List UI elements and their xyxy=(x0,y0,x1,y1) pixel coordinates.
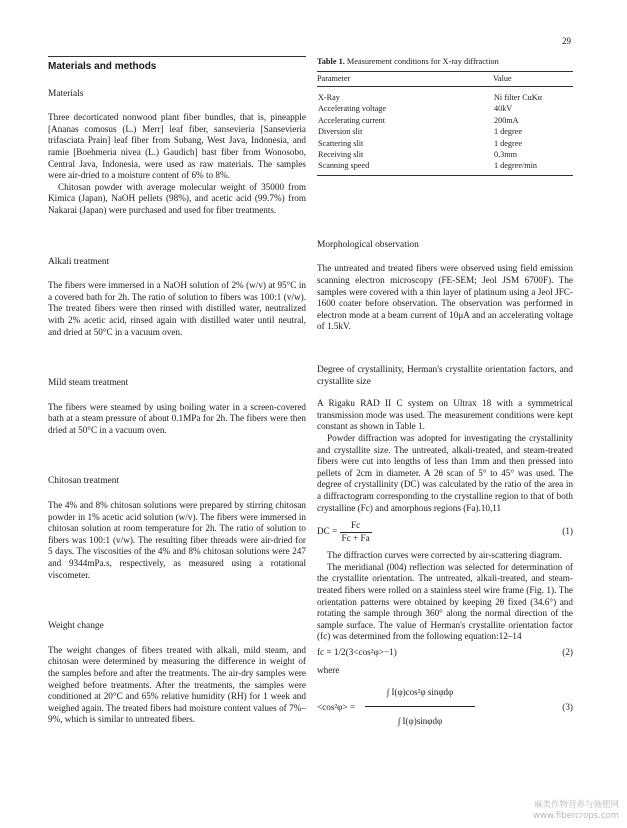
eq3-numerator: ∫ I(φ)cos²φ sinφdφ xyxy=(365,678,475,707)
eq2-number: (2) xyxy=(562,646,573,657)
table-cell-parameter: Scattering slit xyxy=(318,138,364,148)
table-cell-value: 40kV xyxy=(494,104,513,114)
section-rule xyxy=(48,56,306,57)
xrd-table xyxy=(317,71,573,176)
table-cell-value: Ni filter CuKα xyxy=(494,93,542,102)
table-header-value: Value xyxy=(493,71,573,86)
page-number: 29 xyxy=(562,36,571,46)
table-row xyxy=(317,87,573,104)
paragraph-materials-2: Chitosan powder with average molecular weight of 35000 from Kimica (Japan), NaOH pellets (98%), and acetic acid (99.7%) from Nakarai (Japan) were purchased and used for fiber treatments. xyxy=(48,181,306,215)
section-title: Materials and methods xyxy=(48,61,157,72)
paragraph-weight: The weight changes of fibers treated with alkali, mild steam, and chitosan were determined by measuring the difference in weight of the samples before and after the treatments. The air-dry samples were weighed before treatments. After the treatments, the samples were conditioned at 20°C and 65% relative humidity (RH) for 1 week and weighed again. The treated fibers had moisture content values of 7%–9%, which is similar to untreated fibers. xyxy=(48,644,306,725)
watermark-line-2: www.fibercrops.com xyxy=(533,811,619,821)
heading-steam: Mild steam treatment xyxy=(48,378,129,389)
equation-3 xyxy=(317,678,573,740)
left-column xyxy=(48,56,306,726)
paragraph-steam: The fibers were steamed by using boiling water in a screen-covered bath at a steam pressure of about 0.1MPa for 2h. The fibers were then dried at 50°C in a vacuum oven. xyxy=(48,401,306,435)
heading-chitosan: Chitosan treatment xyxy=(48,476,120,487)
table-row xyxy=(317,160,573,175)
heading-morphology: Morphological observation xyxy=(317,239,419,250)
table-row xyxy=(317,126,573,137)
eq3-number: (3) xyxy=(562,702,573,713)
table-label: Table 1. xyxy=(317,57,345,66)
heading-alkali: Alkali treatment xyxy=(48,256,110,267)
table-cell-parameter: Scanning speed xyxy=(317,160,493,175)
eq3-fraction xyxy=(365,678,475,735)
eq1-fraction xyxy=(340,520,372,544)
heading-materials: Materials xyxy=(48,88,84,99)
table-caption xyxy=(317,56,573,68)
paragraph-meridional: The meridianal (004) reflection was selected for determination of the crystallite orientation. The untreated, alkali-treated, and steam-treated fibers were rolled on a stainless steel wire frame (Fig. 1). The orientation patterns were obtained by keeping 2θ fixed (34.6°) and rotating the sample through 360° along the normal direction of the sample surface. The value of Herman's crystallite orientation factor (fc) was determined from the following equation:12–14 xyxy=(317,561,573,642)
paragraph-chitosan: The 4% and 8% chitosan solutions were prepared by stirring chitosan powder in 1% acetic acid solution (w/v). The fibers were immersed in chitosan solution at room temperature for 2h. The ratio of solution to fibers was 100:1 (v/w). The resulting fiber threads were air-dried for 5 days. The viscosities of the 4% and 8% chitosan solutions were 247 and 9344mPa.s, respectively, as measured using a rotational viscometer. xyxy=(48,500,306,580)
watermark-line-1: 麻类作物营养与施肥网 xyxy=(533,800,619,810)
table-cell-parameter: Receiving slit xyxy=(318,150,364,160)
heading-weight: Weight change xyxy=(48,621,104,632)
table-row xyxy=(317,149,573,160)
table-row xyxy=(317,115,573,126)
table-cell-parameter: X-Ray xyxy=(318,93,340,102)
watermark xyxy=(533,800,619,822)
eq1-denominator: Fc + Fa xyxy=(341,532,370,543)
equation-2 xyxy=(317,647,573,661)
table-cell-parameter: Accelerating voltage xyxy=(318,104,386,114)
table-cell-value: 200mA xyxy=(494,115,519,125)
eq3-lhs: <cos²φ> = xyxy=(317,702,356,713)
table-caption-text: Measurement conditions for X-ray diffraction xyxy=(346,57,499,66)
paragraph-crystallinity-1: A Rigaku RAD II C system on Ultrax 18 with a symmetrical transmission mode was used. The measurement conditions were kept constant as shown in Table 1. xyxy=(317,398,573,432)
paragraph-alkali: The fibers were immersed in a NaOH solution of 2% (w/v) at 95°C in a covered bath for 2h. The ratio of solution to fibers was 100:1 (v/w). The treated fibers were then rinsed with distilled water, neutralized with 2% acetic acid, rinsed again with distilled water until neutral, and dried at 50°C in a vacuum oven. xyxy=(48,280,306,337)
where-text: where xyxy=(317,664,340,675)
paragraph-morphology: The untreated and treated fibers were observed using field emission scanning electron microscopy (FE-SEM; Jeol JSM 6700F). The samples were covered with a thin layer of platinum using a Jeol JFC-1600 coater before observation. The observation was performed in electron mode at a beam current of 10μA and an accelerating voltage of 1.5kV. xyxy=(317,263,573,332)
eq1-number: (1) xyxy=(562,526,573,537)
table-cell-value: 0.3mm xyxy=(494,150,517,160)
table-header-parameter: Parameter xyxy=(317,71,493,86)
paragraph-crystallinity-2: Powder diffraction was adopted for investigating the crystallinity and crystallite size. The untreated, alkali-treated, and steam-treated fibers were cut into lengths of less than 1mm and then pressed into pellets of 2cm in diameter. A 2θ scan of 5° to 45° was used. The degree of crystallinity (DC) was calculated by the ratio of the area in a diffractogram corresponding to the crystalline region to that of both crystalline (Fc) and amorphous regions (Fa).10,11 xyxy=(317,432,573,513)
paragraph-materials-1: Three decorticated nonwood plant fiber bundles, that is, pineapple [Ananas comosus (L.) Merr] leaf fiber, sansevieria [Sansevieria trifasciata Prain] leaf fiber from Subang, West Java, Indonesia, and ramie [Boehmeria nivea (L.) Gaudich] bast fiber from Wonosobo, Central Java, Indonesia, were used as raw materials. The samples were air-dried to a moisture content of 6% to 8%. xyxy=(48,112,306,181)
eq3-denominator: ∫ I(φ)sinφdφ xyxy=(397,716,443,727)
table-row xyxy=(317,138,573,149)
table-cell-value: 1 degree/min xyxy=(493,160,573,175)
paragraph-after-eq1: The diffraction curves were corrected by air-scattering diagram. xyxy=(327,550,562,561)
eq2-text: fc = 1/2(3<cos²φ>−1) xyxy=(317,646,397,657)
equation-1 xyxy=(317,520,573,544)
table-cell-parameter: Accelerating current xyxy=(318,115,386,125)
right-column xyxy=(317,56,573,742)
table-cell-value: 1 degree xyxy=(494,138,522,148)
table-cell-value: 1 degree xyxy=(494,127,522,137)
table-cell-parameter: Diversion slit xyxy=(318,127,363,137)
heading-crystallinity: Degree of crystallinity, Herman's crystallite orientation factors, and crystallite size xyxy=(317,365,573,387)
table-row xyxy=(317,103,573,114)
eq1-lhs: DC = xyxy=(317,526,338,537)
eq1-numerator: Fc xyxy=(340,520,372,533)
